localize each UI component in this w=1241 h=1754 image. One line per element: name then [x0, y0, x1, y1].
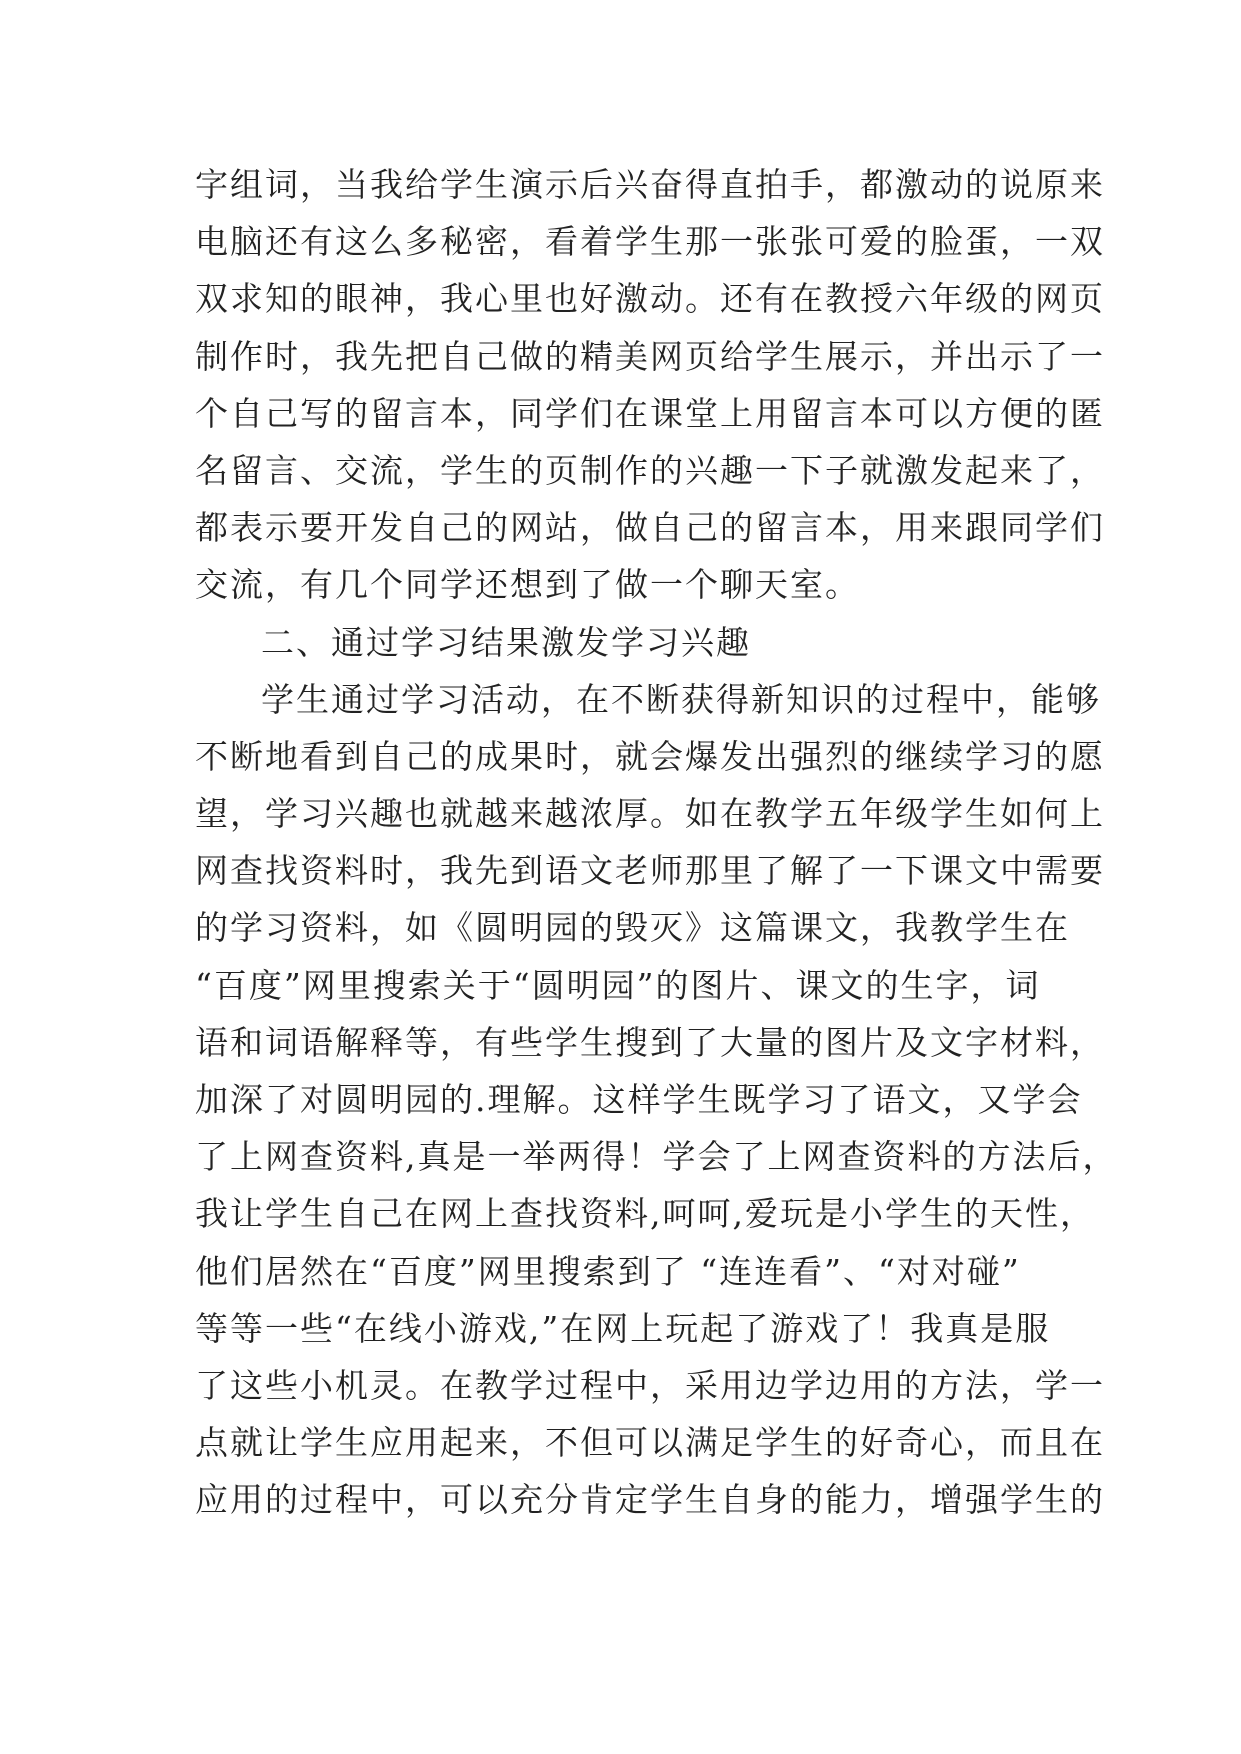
section-heading: 二、通过学习结果激发学习兴趣 [261, 622, 751, 662]
paragraph-2 [195, 671, 1118, 1529]
paragraph-line: 应用的过程中，可以充分肯定学生自身的能力，增强学生的 [195, 1480, 1105, 1520]
paragraph-line: 交流，有几个同学还想到了做一个聊天室。 [195, 565, 860, 605]
paragraph-1 [195, 156, 1105, 614]
paragraph-line: 加深了对圆明园的.理解。这样学生既学习了语文，又学会 [195, 1080, 1083, 1119]
paragraph-line: “百度”网里搜索关于“圆明园”的图片、课文的生字，词 [195, 965, 1041, 1005]
document-body [195, 156, 1118, 1529]
paragraph-line: 电脑还有这么多秘密，看着学生那一张张可爱的脸蛋，一双 [195, 222, 1105, 262]
paragraph-line: 我让学生自己在网上查找资料,呵呵,爱玩是小学生的天性， [195, 1194, 1095, 1234]
paragraph-line: 学生通过学习活动，在不断获得新知识的过程中，能够 [261, 679, 1101, 719]
paragraph-line: 了这些小机灵。在教学过程中，采用边学边用的方法，学一 [195, 1365, 1105, 1405]
paragraph-line: 望，学习兴趣也就越来越浓厚。如在教学五年级学生如何上 [195, 794, 1105, 834]
paragraph-line: 了上网查资料,真是一举两得！学会了上网查资料的方法后， [195, 1137, 1118, 1177]
paragraph-line: 字组词，当我给学生演示后兴奋得直拍手，都激动的说原来 [195, 165, 1105, 204]
paragraph-line: 他们居然在“百度”网里搜索到了 “连连看”、“对对碰” [195, 1251, 1021, 1291]
paragraph-line: 名留言、交流，学生的页制作的兴趣一下子就激发起来了， [195, 450, 1105, 490]
paragraph-line: 语和词语解释等，有些学生搜到了大量的图片及文字材料， [195, 1022, 1105, 1062]
paragraph-line: 个自己写的留言本，同学们在课堂上用留言本可以方便的匿 [195, 393, 1105, 433]
paragraph-line: 不断地看到自己的成果时，就会爆发出强烈的继续学习的愿 [195, 736, 1105, 776]
paragraph-line: 制作时，我先把自己做的精美网页给学生展示，并出示了一 [195, 336, 1105, 376]
paragraph-line: 等等一些“在线小游戏,”在网上玩起了游戏了！我真是服 [195, 1308, 1051, 1348]
paragraph-line: 双求知的眼神，我心里也好激动。还有在教授六年级的网页 [195, 279, 1105, 319]
paragraph-line: 网查找资料时，我先到语文老师那里了解了一下课文中需要 [195, 851, 1105, 891]
paragraph-line: 点就让学生应用起来，不但可以满足学生的好奇心，而且在 [195, 1423, 1105, 1463]
paragraph-line: 的学习资料，如《圆明园的毁灭》这篇课文，我教学生在 [195, 908, 1070, 948]
paragraph-line: 都表示要开发自己的网站，做自己的留言本，用来跟同学们 [195, 508, 1105, 548]
